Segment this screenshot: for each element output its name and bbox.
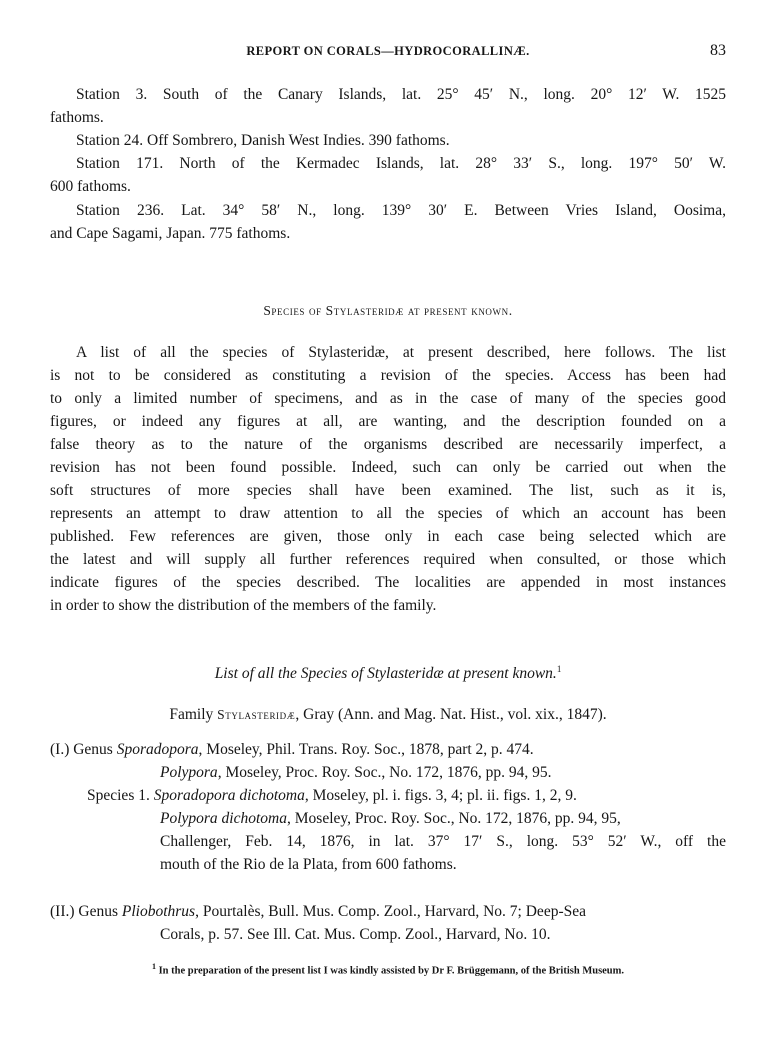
running-title: REPORT ON CORALS—HYDROCORALLINÆ. [246,44,530,58]
family-rest: , Gray (Ann. and Mag. Nat. Hist., vol. xix., 1847). [295,706,607,723]
footnote-mark: 1 [556,664,562,674]
genus-1-line-1 [50,738,726,761]
section-heading: Species of Stylasteridæ at present known. [263,303,513,318]
species-1-line-3: Challenger, Feb. 14, 1876, in lat. 37° 17′ S., long. 53° 52′ W., off the [160,833,726,850]
species-1-name: Sporadopora dichotoma [153,787,305,804]
paragraph-line: the latest and will supply all further references required when consulted, or those which [50,551,726,568]
list-heading [50,658,726,685]
paragraph-line: figures, or indeed any figures at all, are wanting, and the description founded on a [50,413,726,430]
paragraph-line: false theory as to the nature of the organisms described are necessarily imperfect, a [50,436,726,453]
station-171-line-1: Station 171. North of the Kermadec Islands, lat. 28° 33′ S., long. 197° 50′ W. [76,155,726,172]
species-1-line-1 [87,784,727,807]
paragraph-line: to only a limited number of specimens, and as in the case of many of the species good [50,390,726,407]
paragraph-line: soft structures of more species shall have been examined. The list, such as it is, [50,482,726,499]
paragraph-line: is not to be considered as constituting a revision of the species. Access has been had [50,367,726,384]
species-1-rest: , Moseley, pl. i. figs. 3, 4; pl. ii. figs. 1, 2, 9. [304,787,577,804]
station-24-line: Station 24. Off Sombrero, Danish West Indies. 390 fathoms. [76,132,450,149]
station-236-line-2: and Cape Sagami, Japan. 775 fathoms. [50,225,291,242]
species-1-prefix: Species 1. [87,787,154,804]
station-236-line-1: Station 236. Lat. 34° 58′ N., long. 139° 30′ E. Between Vries Island, Oosima, [76,202,726,219]
paragraph-line: A list of all the species of Stylasteridæ, at present described, here follows. The list [76,344,726,361]
family-name: Stylasteridæ [217,707,296,722]
species-1-line-2 [160,807,726,830]
genus-2-number: (II.) Genus [50,903,122,920]
footnote-text: In the preparation of the present list I was kindly assisted by Dr F. Brüggemann, of the British Museum. [155,965,625,977]
species-1-synonym: Polypora dichotoma [160,810,287,827]
genus-2-line-2: Corals, p. 57. See Ill. Cat. Mus. Comp. Zool., Harvard, No. 10. [160,926,551,943]
family-line [50,703,726,726]
footnote [50,962,726,977]
station-3-line-2: fathoms. [50,109,104,126]
genus-2-rest: , Pourtalès, Bull. Mus. Comp. Zool., Harvard, No. 7; Deep-Sea [195,903,586,920]
station-171-line-2: 600 fathoms. [50,178,131,195]
paragraph-line: published. Few references are given, those only in each case being selected which are [50,528,726,545]
footnote-number: 1 [151,962,156,971]
station-3-line-1: Station 3. South of the Canary Islands, lat. 25° 45′ N., long. 20° 12′ W. 1525 [76,86,726,103]
genus-2-line-1 [50,900,726,923]
genus-1-synonym: Polypora [160,764,218,781]
paragraph-line: indicate figures of the species described. The localities are appended in most instances [50,574,726,591]
genus-2-name: Pliobothrus [121,903,196,920]
paragraph-line: in order to show the distribution of the members of the family. [50,597,437,614]
paragraph-line: represents an attempt to draw attention to all the species of which an account has been [50,505,726,522]
page-number: 83 [710,42,726,59]
species-1-line-4: mouth of the Rio de la Plata, from 600 fathoms. [160,856,457,873]
running-header [50,44,726,68]
genus-1-name: Sporadopora [116,741,199,758]
genus-1-rest: , Moseley, Phil. Trans. Roy. Soc., 1878, part 2, p. 474. [198,741,534,758]
species-1-synonym-rest: , Moseley, Proc. Roy. Soc., No. 172, 1876, pp. 94, 95, [287,810,621,827]
list-heading-text: List of all the Species of Stylasteridæ at present known. [214,665,557,683]
genus-1-number: (I.) Genus [50,741,117,758]
genus-1-synonym-rest: , Moseley, Proc. Roy. Soc., No. 172, 1876, pp. 94, 95. [217,764,552,781]
family-prefix: Family [169,706,218,723]
paragraph-line: revision has not been found possible. Indeed, such can only be carried out when the [50,459,726,476]
genus-1-line-2 [160,761,720,784]
